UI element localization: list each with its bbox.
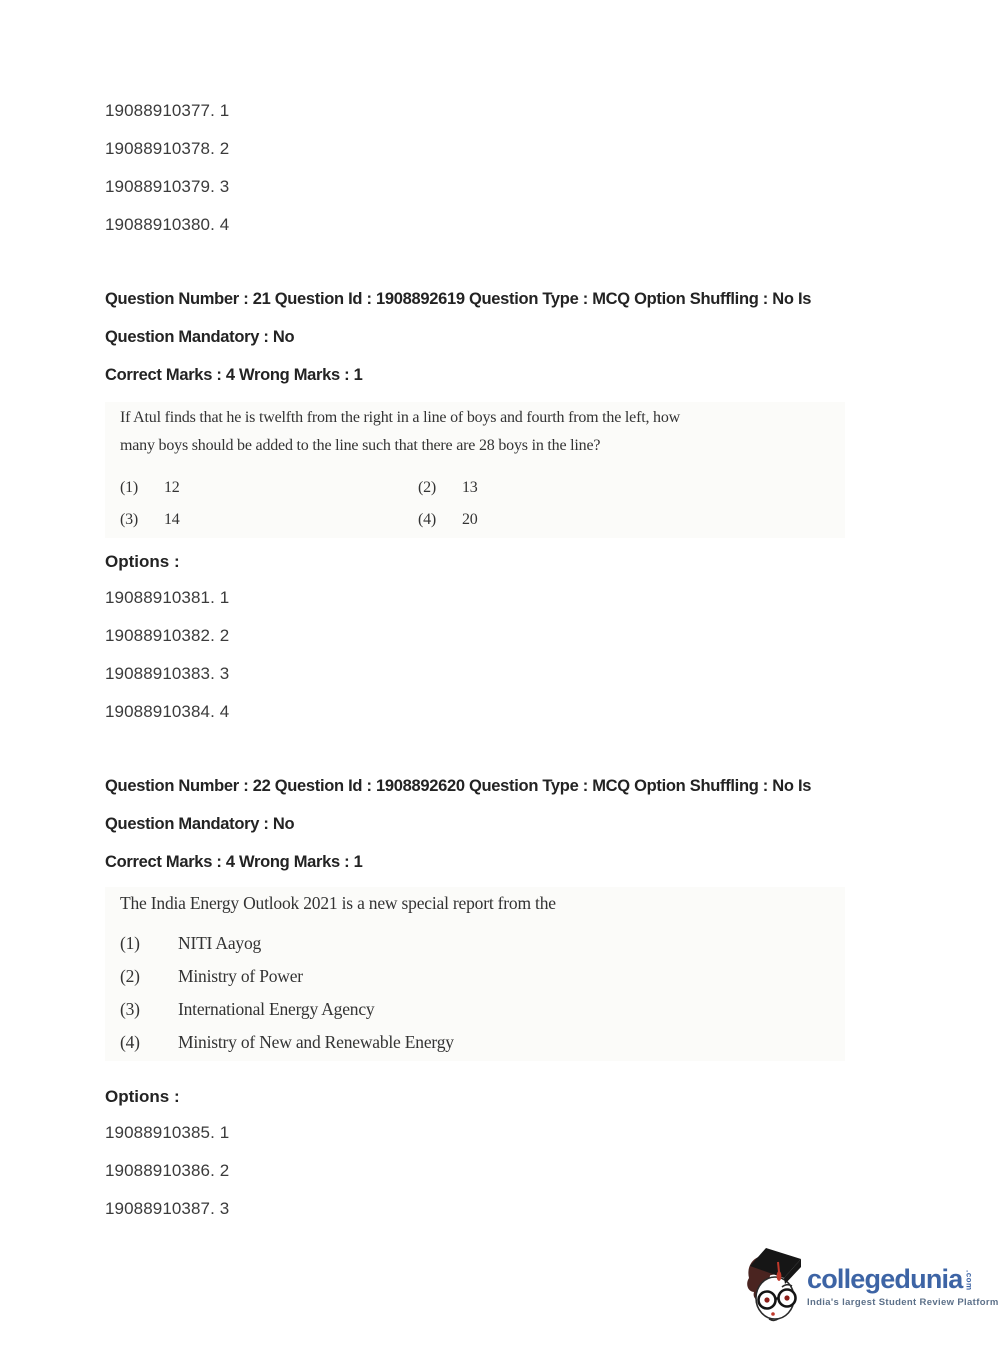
choice-text: 12 (164, 479, 180, 496)
question-marks-line: Correct Marks : 4 Wrong Marks : 1 (105, 853, 363, 871)
choice-text: 14 (164, 511, 180, 528)
choice-item (120, 1026, 845, 1059)
question-text-line: many boys should be added to the line such that there are 28 boys in the line? (120, 437, 601, 454)
choice-item (120, 504, 418, 536)
question-header-line2: Question Mandatory : No (105, 815, 295, 833)
choice-text: 13 (462, 479, 478, 496)
question-22-option-id-list (105, 1123, 1001, 1219)
choice-item (120, 960, 845, 993)
question-22-block (105, 767, 1001, 1219)
question-header-line2: Question Mandatory : No (105, 328, 295, 346)
question-21-header (105, 280, 1001, 394)
question-header-line1: Question Number : 21 Question Id : 1908892619 Question Type : MCQ Option Shuffling : No Is (105, 290, 812, 308)
question-21-body (105, 402, 845, 538)
document-content (105, 0, 1001, 1237)
option-id-row: 19088910381. 1 (105, 588, 230, 607)
choice-number: (4) (418, 511, 437, 528)
brand-tagline: India's largest Student Review Platform (807, 1297, 999, 1308)
choice-number: (2) (120, 966, 140, 986)
question-21-option-id-list (105, 588, 1001, 722)
choice-item (120, 993, 845, 1026)
option-id-row: 19088910382. 2 (105, 626, 230, 645)
choice-item (418, 504, 845, 536)
prev-question-option-id-list (105, 101, 1001, 235)
options-label: Options : (105, 552, 180, 571)
question-22-choices (120, 927, 845, 1059)
option-id-row: 19088910378. 2 (105, 139, 230, 158)
choice-number: (3) (120, 999, 140, 1019)
choice-number: (1) (120, 933, 140, 953)
option-id-row: 19088910377. 1 (105, 101, 230, 120)
question-text-line: The India Energy Outlook 2021 is a new special report from the (120, 893, 556, 913)
option-id-row: 19088910386. 2 (105, 1161, 230, 1180)
question-21-choices (120, 472, 845, 536)
option-id-row: 19088910379. 3 (105, 177, 230, 196)
logo-text (807, 1264, 999, 1308)
choice-number: (2) (418, 479, 437, 496)
choice-text: NITI Aayog (178, 933, 262, 953)
choice-number: (4) (120, 1032, 140, 1052)
option-id-row: 19088910385. 1 (105, 1123, 230, 1142)
question-marks-line: Correct Marks : 4 Wrong Marks : 1 (105, 366, 363, 384)
brand-tld: .com (964, 1270, 974, 1291)
choice-number: (3) (120, 511, 139, 528)
choice-item (120, 927, 845, 960)
question-22-body (105, 887, 845, 1061)
collegedunia-logo (744, 1246, 999, 1322)
choice-number: (1) (120, 479, 139, 496)
choice-item (120, 472, 418, 504)
collegedunia-mascot-icon (744, 1246, 802, 1322)
brand-text: collegedunia (807, 1264, 963, 1294)
option-id-row: 19088910387. 3 (105, 1199, 230, 1218)
question-21-block (105, 280, 1001, 722)
option-id-row: 19088910383. 3 (105, 664, 230, 683)
question-22-header (105, 767, 1001, 881)
option-id-row: 19088910380. 4 (105, 215, 230, 234)
choice-text: Ministry of Power (178, 966, 303, 986)
choice-text: 20 (462, 511, 478, 528)
option-id-row: 19088910384. 4 (105, 702, 230, 721)
question-text-line: If Atul finds that he is twelfth from the right in a line of boys and fourth from the left, how (120, 409, 680, 426)
question-header-line1: Question Number : 22 Question Id : 1908892620 Question Type : MCQ Option Shuffling : No Is (105, 777, 812, 795)
choice-text: Ministry of New and Renewable Energy (178, 1032, 454, 1052)
choice-text: International Energy Agency (178, 999, 375, 1019)
options-label: Options : (105, 1087, 180, 1106)
choice-item (418, 472, 845, 504)
